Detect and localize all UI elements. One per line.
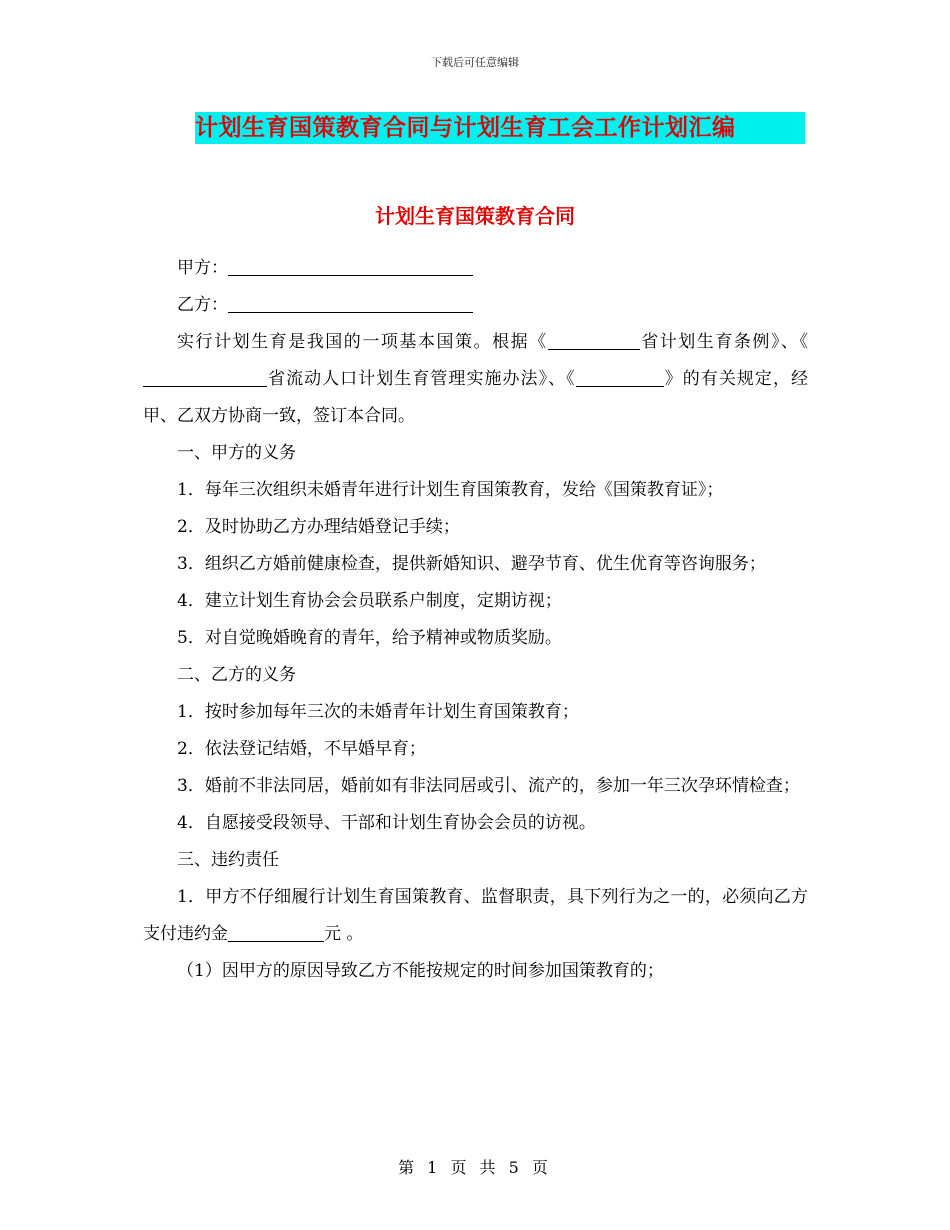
list-item: 4．自愿接受段领导、干部和计划生育协会会员的访视。 xyxy=(177,813,596,833)
footer-page-number: 1 xyxy=(427,1158,442,1177)
list-item: 1．每年三次组织未婚青年进行计划生育国策教育，发给《国策教育证》； xyxy=(177,480,724,500)
intro-text-2: 省计划生育条例》、《 xyxy=(639,332,809,352)
intro-text-1: 实行计划生育是我国的一项基本国策。根据《 xyxy=(177,332,548,352)
sub-title: 计划生育国策教育合同 xyxy=(375,204,575,228)
party-b-line xyxy=(143,287,808,324)
party-a-label: 甲方： xyxy=(177,258,228,278)
list-item: （1）因甲方的原因导致乙方不能按规定的时间参加国策教育的； xyxy=(177,961,664,981)
main-title: 计划生育国策教育合同与计划生育工会工作计划汇编 xyxy=(195,112,805,144)
footer-page-end: 页 xyxy=(531,1158,552,1177)
intro-text-4: 》的有关规定，经甲、乙双方协商一致，签订本合同。 xyxy=(143,369,808,426)
party-b-blank xyxy=(228,294,473,313)
page-footer xyxy=(0,1155,950,1178)
party-a-line xyxy=(143,250,808,287)
section-heading: 三、违约责任 xyxy=(177,850,279,870)
s3-item1-unit: 元 。 xyxy=(324,924,364,944)
list-item: 2．及时协助乙方办理结婚登记手续； xyxy=(177,517,460,537)
list-item: 2．依法登记结婚，不早婚早育； xyxy=(177,739,426,759)
list-item: 3．婚前不非法同居，婚前如有非法同居或引、流产的，参加一年三次孕环情检查； xyxy=(177,776,800,796)
header-note: 下载后可任意编辑 xyxy=(431,56,519,69)
list-item: 1．按时参加每年三次的未婚青年计划生育国策教育； xyxy=(177,702,579,722)
list-item: 3．组织乙方婚前健康检查，提供新婚知识、避孕节育、优生优育等咨询服务； xyxy=(177,554,766,574)
section-heading: 一、甲方的义务 xyxy=(177,443,296,463)
section-heading: 二、乙方的义务 xyxy=(177,665,296,685)
party-a-blank xyxy=(228,257,473,276)
intro-blank-1 xyxy=(548,331,640,350)
s3-item1-text: 1．甲方不仔细履行计划生育国策教育、监督职责，具下列行为之一的，必须向乙方支付违约金 xyxy=(143,887,808,944)
list-item: 4．建立计划生育协会会员联系户制度，定期访视； xyxy=(177,591,562,611)
intro-blank-3 xyxy=(576,368,664,387)
footer-page-mid: 页 共 xyxy=(450,1158,500,1177)
intro-paragraph xyxy=(143,324,808,435)
party-b-label: 乙方： xyxy=(177,295,228,315)
intro-text-3: 省流动人口计划生育管理实施办法》、《 xyxy=(267,369,576,389)
penalty-amount-blank xyxy=(228,923,324,942)
list-item: 5．对自觉晚婚晚育的青年，给予精神或物质奖励。 xyxy=(177,628,562,648)
list-item xyxy=(143,879,808,953)
intro-blank-2 xyxy=(143,368,267,387)
footer-page-label: 第 xyxy=(398,1158,419,1177)
footer-page-total: 5 xyxy=(508,1158,523,1177)
document-body xyxy=(143,250,808,990)
